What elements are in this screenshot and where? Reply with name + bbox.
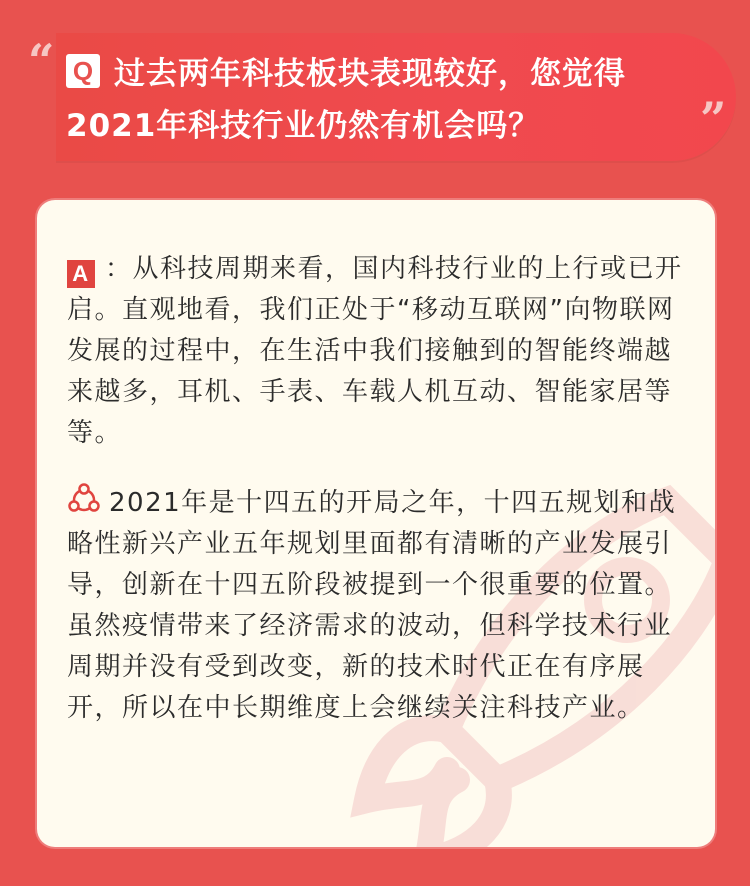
open-quote-mark: “ (28, 34, 55, 88)
question-text: 过去两年科技板块表现较好，您觉得2021年科技行业仍然有机会吗？ (66, 56, 626, 144)
answer-text-2: 2021年是十四五的开局之年，十四五规划和战略性新兴产业五年规划里面都有清晰的产业发展引导，创新在十四五阶段被提到一个很重要的位置。虽然疫情带来了经济需求的波动，但科学技术行业周期并没有受到改变，新的技术时代正在有序展开，所以在中长期维度上会继续关注科技产业。 (67, 488, 677, 723)
close-quote-mark: ” (700, 92, 727, 146)
q-badge-icon: Q (66, 54, 100, 88)
a-badge-icon: A (67, 260, 95, 288)
answer-card (37, 200, 715, 847)
answer-text-1: ：从科技周期来看，国内科技行业的上行或已开启。直观地看，我们正处于“移动互联网”向物联网发展的过程中，在生活中我们接触到的智能终端越来越多，耳机、手表、车载人机互动、智能家居等等。 (67, 254, 683, 448)
answer-paragraph-1 (67, 249, 692, 454)
answer-paragraph-2 (67, 483, 692, 729)
share-network-icon (67, 483, 101, 517)
